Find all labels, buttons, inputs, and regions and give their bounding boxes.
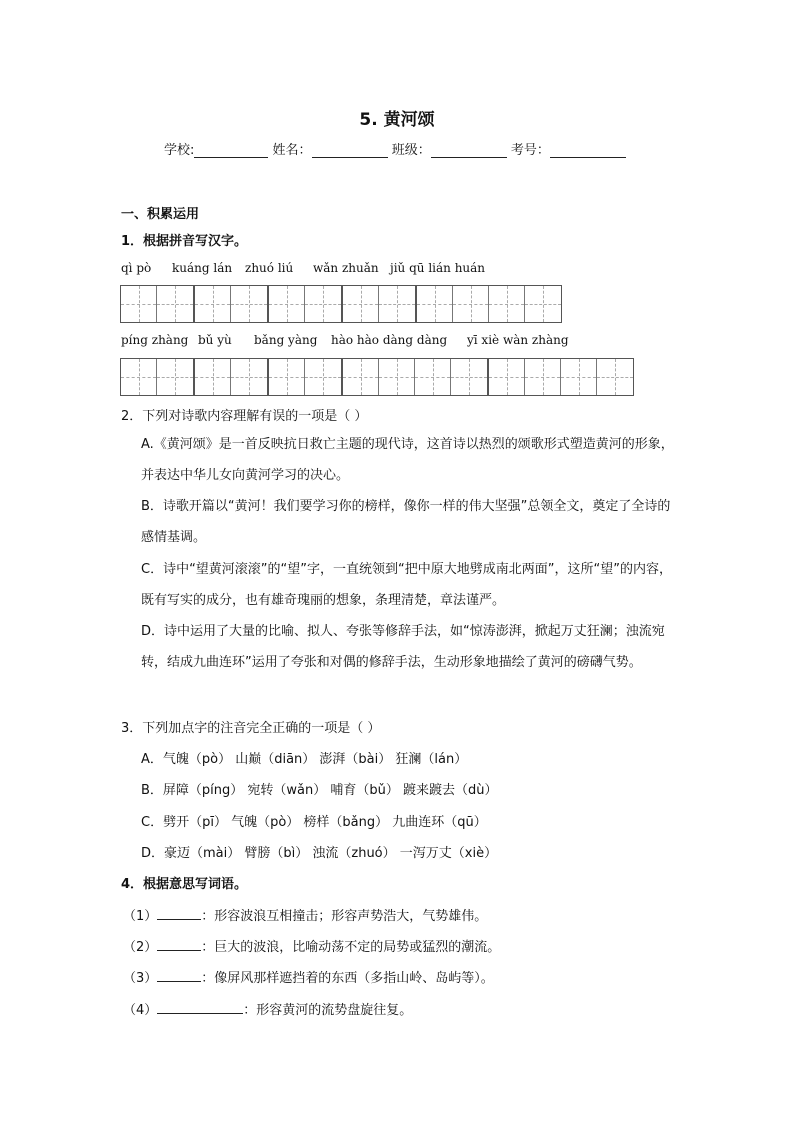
question-3-stem: 3．下列加点字的注音完全正确的一项是（ ）	[121, 721, 381, 736]
answer-box-7[interactable]	[194, 358, 268, 396]
definition-item-4	[123, 999, 412, 1018]
pinyin-1: qì pò	[121, 261, 152, 275]
answer-box-4[interactable]	[342, 285, 416, 323]
answer-box-2[interactable]	[194, 285, 268, 323]
pinyin-5: jiǔ qū lián huán	[390, 261, 486, 275]
question-1-stem: 1．根据拼音写汉字。	[121, 234, 248, 249]
item-number: （2）	[123, 940, 158, 955]
answer-box-3[interactable]	[268, 285, 342, 323]
answer-blank[interactable]	[157, 969, 201, 982]
pinyin-7: bǔ yù	[198, 333, 232, 347]
definition-item-3	[123, 967, 494, 986]
answer-blank[interactable]	[157, 907, 201, 920]
pinyin-8: bǎng yàng	[254, 333, 318, 347]
exam-number-label: 考号：	[510, 143, 550, 158]
answer-blank[interactable]	[157, 1001, 243, 1014]
definition-text: ：巨大的波浪，比喻动荡不定的局势或猛烈的潮流。	[201, 940, 501, 955]
school-label: 学校:	[164, 143, 195, 158]
answer-box-9[interactable]	[342, 358, 488, 396]
answer-box-10[interactable]	[488, 358, 634, 396]
pinyin-6: píng zhàng	[121, 333, 189, 347]
pinyin-9: hào hào dàng dàng	[331, 333, 448, 347]
name-label: 姓名：	[272, 143, 312, 158]
definition-text: ：形容波浪互相撞击；形容声势浩大，气势雄伟。	[201, 909, 488, 924]
school-blank[interactable]	[194, 144, 268, 158]
question-3-option-d[interactable]: D．豪迈（mài） 臂膀（bì） 浊流（zhuó） 一泻万丈（xiè）	[141, 846, 498, 861]
answer-box-8[interactable]	[268, 358, 342, 396]
section-title: 一、积累运用	[121, 207, 200, 222]
answer-box-5[interactable]	[416, 285, 562, 323]
class-blank[interactable]	[431, 144, 507, 158]
answer-blank[interactable]	[157, 938, 201, 951]
student-info-line	[164, 139, 626, 158]
class-label: 班级：	[391, 143, 431, 158]
writing-grid-row-1	[120, 285, 562, 323]
definition-text: ：形容黄河的流势盘旋往复。	[243, 1003, 413, 1018]
answer-box-6[interactable]	[120, 358, 194, 396]
pinyin-3: zhuó liú	[245, 261, 294, 275]
question-2-option-c[interactable]: C．诗中“望黄河滚滚”的“望”字，一直统领到“把中原大地劈成南北两面”，这所“望”的内容，既有写实的成分，也有雄奇瑰丽的想象，条理清楚，章法谨严。	[141, 562, 672, 608]
item-number: （1）	[123, 909, 158, 924]
question-4-stem: 4．根据意思写词语。	[121, 877, 248, 892]
definition-item-2	[123, 936, 500, 955]
question-3-option-b[interactable]: B．屏障（píng） 宛转（wǎn） 哺育（bǔ） 踱来踱去（dù）	[141, 783, 498, 798]
answer-box-1[interactable]	[120, 285, 194, 323]
writing-grid-row-2	[120, 358, 634, 396]
question-3-option-c[interactable]: C．劈开（pī） 气魄（pò） 榜样（bǎng） 九曲连环（qū）	[141, 815, 487, 830]
question-2-option-b[interactable]: B．诗歌开篇以“黄河！我们要学习你的榜样，像你一样的伟大坚强”总领全文，奠定了全诗的感情基调。	[141, 499, 671, 545]
pinyin-2: kuáng lán	[172, 261, 233, 275]
question-3-option-a[interactable]: A．气魄（pò） 山巅（diān） 澎湃（bài） 狂澜（lán）	[141, 752, 468, 767]
name-blank[interactable]	[312, 144, 388, 158]
question-2-option-d[interactable]: D．诗中运用了大量的比喻、拟人、夸张等修辞手法，如“惊涛澎湃，掀起万丈狂澜；浊流宛转，结成九曲连环”运用了夸张和对偶的修辞手法，生动形象地描绘了黄河的磅礴气势。	[141, 624, 665, 670]
question-2-option-a[interactable]: A.《黄河颂》是一首反映抗日救亡主题的现代诗，这首诗以热烈的颂歌形式塑造黄河的形象，并表达中华儿女向黄河学习的决心。	[141, 437, 674, 483]
definition-item-1	[123, 905, 487, 924]
exam-number-blank[interactable]	[550, 144, 626, 158]
page-title: 5. 黄河颂	[359, 110, 435, 130]
question-2-stem: 2．下列对诗歌内容理解有误的一项是（ ）	[121, 409, 368, 424]
pinyin-10: yī xiè wàn zhàng	[467, 333, 569, 347]
definition-text: ：像屏风那样遮挡着的东西（多指山岭、岛屿等）。	[201, 971, 494, 986]
item-number: （3）	[123, 971, 158, 986]
pinyin-4: wǎn zhuǎn	[313, 261, 379, 275]
item-number: （4）	[123, 1003, 158, 1018]
